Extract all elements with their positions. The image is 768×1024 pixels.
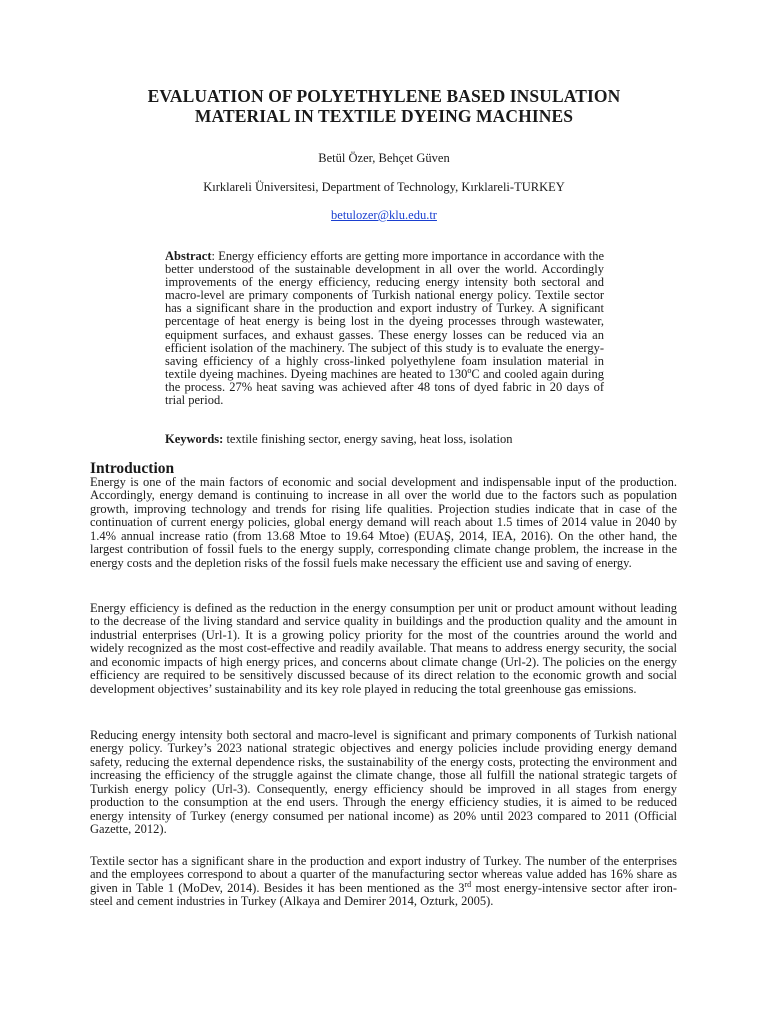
keywords-label: Keywords: <box>165 432 224 446</box>
intro-paragraph-3: Reducing energy intensity both sectoral and macro-level is significant and primary components of Turkish national energy policy. Turkey’s 2023 national strategic objectives and energy policies include providing energy demand safety, reducing the external dependence risks, the sustainability of the energy costs, protecting the environment and increasing the efficiency of the struggle against the climate change, those all fulfill the national strategic targets of Turkish energy policy (Url-3). Consequently, energy efficiency should be improved in all stages from energy production to the consumption at the end users. Through the energy efficiency studies, it is aimed to be reduced energy intensity of Turkey (energy consumed per national income) as 20% until 2023 compared to 2011 (Official Gazette, 2012). <box>90 728 677 837</box>
introduction-heading: Introduction <box>90 460 175 477</box>
keywords <box>165 432 604 446</box>
keywords-text: textile finishing sector, energy saving, heat loss, isolation <box>223 432 513 446</box>
abstract <box>165 250 604 407</box>
intro-p4-text: Textile sector has a significant share in the production and export industry of Turkey. The number of the enterprises and the employees correspond to about a quarter of the manufacturing sector whereas value added has 16% share as given in Table 1 (MoDev, 2014). Besides it has been mentioned as the 3 <box>90 854 677 895</box>
ordinal-superscript: rd <box>464 879 472 889</box>
intro-paragraph-4 <box>90 855 677 909</box>
authors: Betül Özer, Behçet Güven <box>318 151 450 165</box>
affiliation: Kırklareli Üniversitesi, Department of Technology, Kırklareli-TURKEY <box>203 180 565 194</box>
abstract-text: : Energy efficiency efforts are getting more importance in accordance with the better understood of the sustainable development in all over the world. Accordingly improvements of the energy efficiency, reducing energy intensity both sectoral and macro-level are primary components of Turkish national energy policy. Textile sector has a significant share in the production and export industry of Turkey. A significant percentage of heat energy is being lost in the dyeing processes through wastewater, equipment surfaces, and exhaust gasses. These energy losses can be reduced via an efficient isolation of the machinery. The subject of this study is to evaluate the energy-saving efficiency of a highly cross-linked polyethylene foam insulation material in textile dyeing machines. Dyeing machines are heated to 130 <box>165 249 604 381</box>
intro-paragraph-1: Energy is one of the main factors of economic and social development and indispensable input of the production. Accordingly, energy demand is continuing to increase in all over the world due to the factors such as population growth, improving technology and trends for rising life qualities. Projection studies indicate that in case of the continuation of current energy policies, global energy demand will reach about 1.5 times of 2014 value in 2040 by 1.4% annual increase ratio (from 13.68 Mtoe to 19.64 Mtoe) (EUAŞ, 2014, IEA, 2016). On the other hand, the largest contribution of fossil fuels to the energy supply, corresponding climate change problem, the increase in the energy costs and the depletion risks of the fossil fuels make necessary the efficient use and saving of energy. <box>90 475 677 570</box>
abstract-label: Abstract <box>165 249 212 263</box>
paper-title <box>90 86 678 126</box>
email-line <box>90 208 678 223</box>
intro-paragraph-2: Energy efficiency is defined as the reduction in the energy consumption per unit or product amount without leading to the decrease of the living standard and service quality in buildings and the production quality and the amount in industrial enterprises (Url-1). It is a growing policy priority for the most of the countries around the world and widely recognized as the most cost-effective and readily available. That means to address energy security, the social and economic impacts of high energy prices, and concerns about climate change (Url-2). The policies on the energy efficiency are required to be sensitively discussed because of its direct relation to the economic growth and social development objectives’ sustainability and its key role played in reducing the total greenhouse gas emissions. <box>90 601 677 696</box>
intro-p4-text-end: most energy-intensive sector after iron-steel and cement industries in Turkey (Alkaya and Demirer 2014, Ozturk, 2005). <box>90 880 677 909</box>
title-line-2: MATERIAL IN TEXTILE DYEING MACHINES <box>194 106 574 126</box>
email-link[interactable]: betulozer@klu.edu.tr <box>331 208 437 222</box>
abstract-text-end: C and cooled again during the process. 27% heat saving was achieved after 48 tons of dyed fabric in 20 days of trial period. <box>165 366 604 408</box>
degree-superscript: o <box>467 365 472 375</box>
title-line-1: EVALUATION OF POLYETHYLENE BASED INSULATION <box>147 86 621 106</box>
